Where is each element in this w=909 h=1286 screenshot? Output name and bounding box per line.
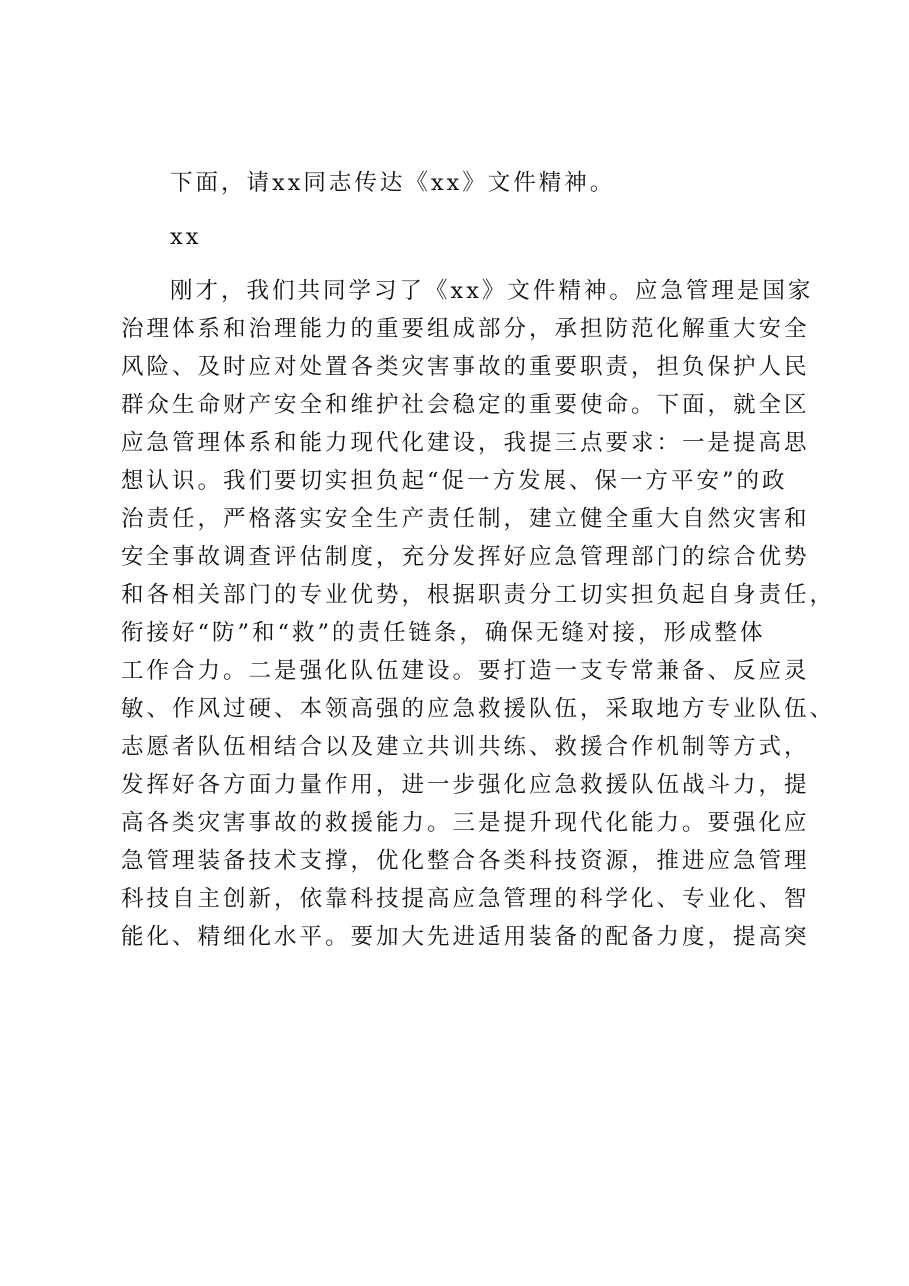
paragraph-3-line-4: 群众生命财产安全和维护社会稳定的重要使命。下面，就全区 — [121, 392, 810, 418]
paragraph-3-line-3: 风险、及时应对处置各类灾害事故的重要职责，担负保护人民 — [121, 354, 810, 380]
paragraph-3-line-8: 安全事故调查评估制度，充分发挥好应急管理部门的综合优势 — [121, 544, 810, 570]
paragraph-3-line-16: 急管理装备技术支撑，优化整合各类科技资源，推进应急管理 — [121, 848, 810, 874]
paragraph-3-line-7: 治责任，严格落实安全生产责任制，建立健全重大自然灾害和 — [121, 506, 810, 532]
paragraph-3-line-13: 志愿者队伍相结合以及建立共训共练、救援合作机制等方式， — [121, 734, 810, 760]
paragraph-3-line-11: 工作合力。二是强化队伍建设。要打造一支专常兼备、反应灵 — [121, 658, 810, 684]
paragraph-3-line-10: 衔接好“防”和“救”的责任链条，确保无缝对接，形成整体 — [121, 620, 766, 646]
paragraph-3-line-2: 治理体系和治理能力的重要组成部分，承担防范化解重大安全 — [121, 316, 810, 342]
paragraph-3-line-18: 能化、精细化水平。要加大先进适用装备的配备力度，提高突 — [121, 924, 810, 950]
paragraph-3-line-17: 科技自主创新，依靠科技提高应急管理的科学化、专业化、智 — [121, 886, 810, 912]
paragraph-1-line-1: 下面，请xx同志传达《xx》文件精神。 — [170, 170, 616, 196]
paragraph-3-line-15: 高各类灾害事故的救援能力。三是提升现代化能力。要强化应 — [121, 810, 810, 836]
paragraph-3-line-6: 想认识。我们要切实担负起“促一方发展、保一方平安”的政 — [121, 468, 788, 494]
paragraph-2-line-1: xx — [170, 224, 202, 250]
paragraph-3-line-9: 和各相关部门的专业优势，根据职责分工切实担负起自身责任， — [121, 582, 836, 608]
paragraph-3-line-12: 敏、作风过硬、本领高强的应急救援队伍，采取地方专业队伍、 — [121, 696, 836, 722]
paragraph-3-line-5: 应急管理体系和能力现代化建设，我提三点要求：一是提高思 — [121, 430, 810, 456]
paragraph-3-line-14: 发挥好各方面力量作用，进一步强化应急救援队伍战斗力，提 — [121, 772, 810, 798]
paragraph-3-line-1: 刚才，我们共同学习了《xx》文件精神。应急管理是国家 — [170, 278, 814, 304]
